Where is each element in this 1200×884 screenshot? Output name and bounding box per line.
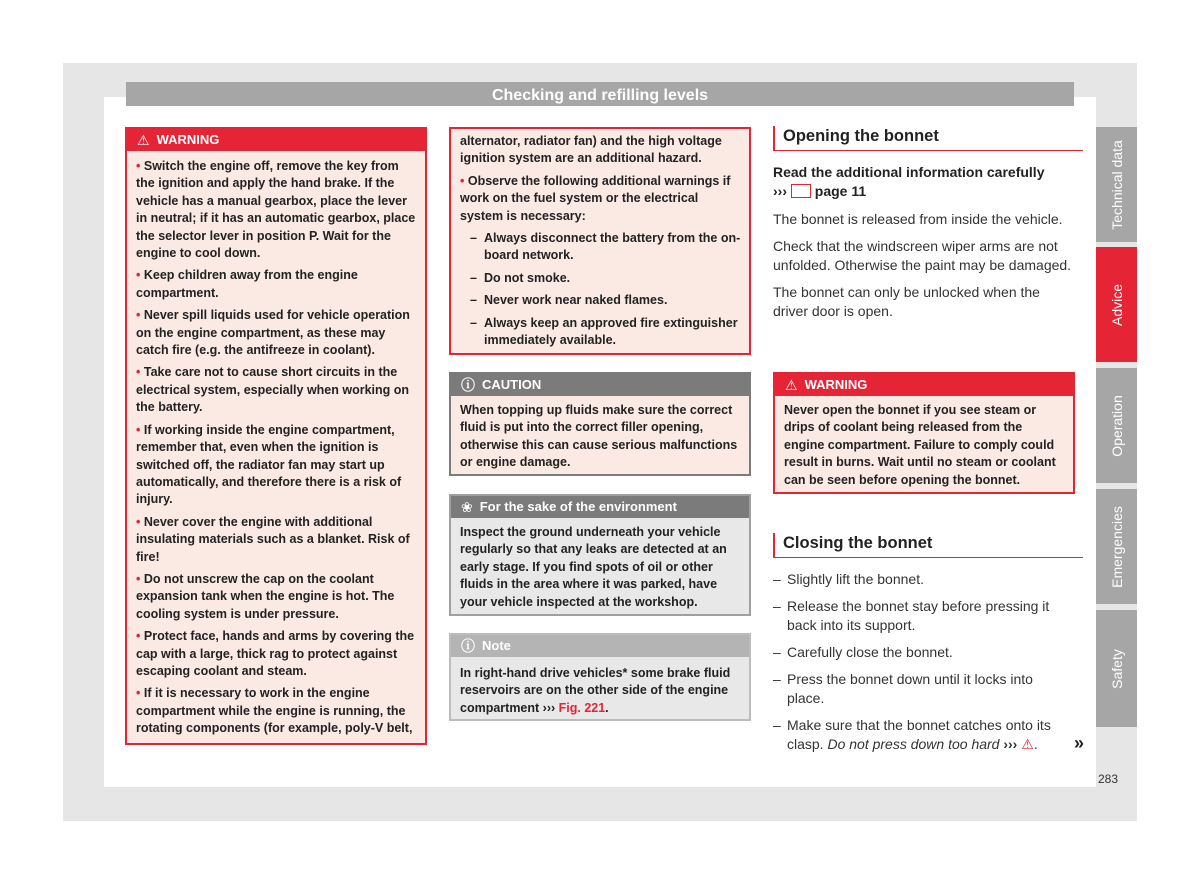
caution-header	[451, 374, 749, 396]
warning-triangle-icon: ⚠	[1021, 736, 1034, 752]
list-item: • Never cover the engine with additional insulating materials such as a blanket. Risk of fire!	[136, 514, 410, 564]
list-item: • Take care not to cause short circuits in the electrical system, especially when working on the battery.	[136, 365, 410, 415]
note-box	[449, 633, 751, 721]
warning-title: WARNING	[156, 132, 220, 147]
warning-text: Never open the bonnet if you see steam or drips of coolant being released from the engine compartment. Failure to comply could result in burns. Wait until no steam or coolant can be seen before opening the bonnet.	[784, 403, 1056, 487]
warning-header	[127, 129, 425, 151]
read-info: Read the additional information carefully ››› page 11	[773, 164, 1045, 199]
flower-icon: ❀	[461, 499, 473, 515]
list-item: • Switch the engine off, remove the key from the ignition and apply the hand brake. If the vehicle has a manual gearbox, place the lever in neutral; if it has an automatic gearbox, place the selector lever in position P. Wait for the engine to cool down.	[136, 159, 416, 261]
list-item: • Protect face, hands and arms by covering the cap with a large, thick rag to protect against escaping coolant and steam.	[136, 629, 415, 678]
list-item: • Observe the following additional warnings if work on the fuel system or the electrical system is necessary:	[460, 173, 731, 223]
caution-title: CAUTION	[482, 377, 542, 392]
note-header	[451, 635, 749, 657]
paragraph: The bonnet is released from inside the vehicle.	[773, 211, 1063, 227]
warning-list	[127, 151, 425, 738]
paragraph: Check that the windscreen wiper arms are not unfolded. Otherwise the paint may be damaged.	[773, 238, 1072, 273]
warning-title: WARNING	[804, 377, 868, 392]
note-title: Note	[482, 638, 511, 653]
step-item: – Release the bonnet stay before pressing it back into its support.	[773, 598, 1050, 633]
tab-advice[interactable]: Advice	[1096, 247, 1137, 362]
environment-text: Inspect the ground underneath your vehicle regularly so that any leaks are detected at an early stage. If you find spots of oil or other fluids in the area where it was parked, have your vehicle inspected at the workshop.	[460, 525, 727, 609]
list-item: – Always keep an approved fire extinguisher immediately available.	[470, 315, 738, 348]
closing-steps	[773, 570, 1073, 754]
section-title-opening: Opening the bonnet	[773, 126, 1083, 151]
list-item: – Never work near naked flames.	[470, 293, 668, 308]
section-title-closing: Closing the bonnet	[773, 533, 1083, 558]
list-item: • If it is necessary to work in the engine compartment while the engine is running, the rotating components (for example, poly-V belt,	[136, 686, 413, 736]
step-item: – Make sure that the bonnet catches onto its clasp. Do not press down too hard ››› ⚠.	[773, 717, 1051, 752]
continuation-text: alternator, radiator fan) and the high voltage ignition system are an additional hazard.	[460, 134, 722, 166]
environment-box	[449, 494, 751, 616]
step-item: – Slightly lift the bonnet.	[773, 571, 924, 587]
info-circle-icon: ⓘ	[461, 377, 475, 393]
list-item: – Always disconnect the battery from the on-board network.	[470, 231, 741, 263]
tab-operation[interactable]: Operation	[1096, 368, 1137, 483]
list-item: • Keep children away from the engine compartment.	[136, 268, 358, 300]
tab-safety[interactable]: Safety	[1096, 610, 1137, 727]
environment-title: For the sake of the environment	[479, 499, 677, 514]
warning-triangle-icon: ⚠	[785, 377, 798, 393]
page-title: Checking and refilling levels	[126, 82, 1074, 106]
warning-box	[125, 127, 427, 745]
caution-text: When topping up fluids make sure the correct fluid is put into the correct filler opening, otherwise this can cause serious malfunctions or engine damage.	[460, 403, 738, 470]
list-item: • Never spill liquids used for vehicle operation on the engine compartment, as these may catch fire (e.g. the antifreeze in coolant).	[136, 308, 410, 358]
warning-triangle-icon: ⚠	[137, 132, 150, 148]
paragraph: The bonnet can only be unlocked when the driver door is open.	[773, 284, 1040, 319]
figure-link[interactable]: Fig. 221	[558, 700, 606, 715]
page-number: 283	[1098, 772, 1119, 786]
warning-continuation	[451, 129, 749, 349]
warning-continuation-box	[449, 127, 751, 355]
tab-technical-data[interactable]: Technical data	[1096, 127, 1137, 242]
note-text: In right-hand drive vehicles* some brake fluid reservoirs are on the other side of the engine compartment ››› Fig. 221.	[460, 666, 731, 715]
list-item: – Do not smoke.	[470, 270, 571, 285]
note-icon: ⓘ	[461, 638, 475, 654]
step-item: – Carefully close the bonnet.	[773, 644, 953, 660]
warning-header	[775, 374, 1073, 396]
opening-section	[773, 163, 1073, 321]
continue-arrow: »	[1074, 733, 1085, 753]
environment-header	[451, 496, 749, 518]
warning-box-bonnet	[773, 372, 1075, 494]
list-item: • Do not unscrew the cap on the coolant expansion tank when the engine is hot. The cooling system is under pressure.	[136, 571, 395, 621]
tab-emergencies[interactable]: Emergencies	[1096, 489, 1137, 604]
page-ref-icon	[791, 184, 811, 198]
page-link[interactable]: page 11	[814, 183, 867, 199]
step-item: – Press the bonnet down until it locks into place.	[773, 671, 1033, 706]
caution-box	[449, 372, 751, 476]
list-item: • If working inside the engine compartment, remember that, even when the ignition is switched off, the radiator fan may start up automatically, and therefore there is a risk of injury.	[136, 422, 402, 507]
